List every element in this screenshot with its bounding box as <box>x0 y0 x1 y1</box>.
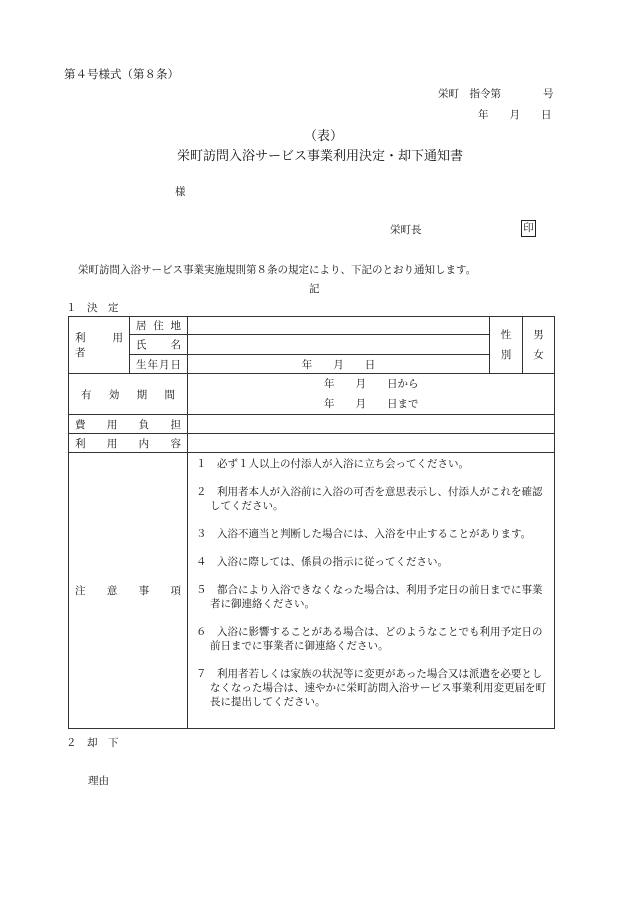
document-side-label: （表） <box>304 129 344 144</box>
reason-label: 理由 <box>88 775 109 787</box>
note-item: ２ 利用者本人が入浴前に入浴の可否を意思表示し、付添人がこれを確認してください。 <box>196 486 543 512</box>
row-notes <box>69 453 555 729</box>
sex-label: 性 別 <box>490 317 523 374</box>
content-field[interactable] <box>188 434 555 453</box>
row-dob <box>69 355 555 374</box>
addressee-honorific: 様 <box>175 186 186 198</box>
cost-field[interactable] <box>188 415 555 434</box>
row-address <box>69 317 555 335</box>
note-item: ３ 入浴不適当と判断した場合には、入浴を中止することがあります。 <box>196 528 532 540</box>
row-period <box>69 374 555 415</box>
section-decision-heading: １ 決 定 <box>66 302 119 314</box>
dob-label: 生年月日 <box>130 355 188 374</box>
dob-field[interactable]: 年 月 日 <box>188 355 490 374</box>
address-label: 居 住 地 <box>130 317 188 335</box>
intro-text: 栄町訪問入浴サービス事業実施規則第８条の規定により、下記のとおり通知します。 <box>78 264 477 276</box>
row-name <box>69 335 555 355</box>
row-content <box>69 434 555 453</box>
period-to: 年 月 日まで <box>324 398 419 410</box>
designation-number: 栄町 指令第 号 <box>438 88 554 100</box>
note-item: ７ 利用者若しくは家族の状況等に変更があった場合又は派遣を必要としなくなった場合は、速やかに栄町訪問入浴サービス事業利用変更届を町長に提出してください。 <box>196 668 546 708</box>
note-item: １ 必ず１人以上の付添人が入浴に立ち会ってください。 <box>196 458 469 470</box>
name-label: 氏 名 <box>130 335 188 355</box>
period-field[interactable] <box>188 374 555 415</box>
sex-options[interactable]: 男 女 <box>523 317 555 374</box>
seal-box: 印 <box>521 220 536 237</box>
note-item: ５ 都合により入浴できなくなった場合は、利用予定日の前日までに事業者に御連絡ください。 <box>196 584 543 610</box>
form-number: 第４号様式（第８条） <box>64 67 179 81</box>
user-label: 利 用 者 <box>69 317 130 374</box>
period-label: 有 効 期 間 <box>69 374 188 415</box>
address-field[interactable] <box>188 317 490 335</box>
period-from: 年 月 日から <box>324 378 419 390</box>
issuer-title: 栄町長 <box>390 224 422 236</box>
content-label: 利 用 内 容 <box>69 434 188 453</box>
document-title: 栄町訪問入浴サービス事業利用決定・却下通知書 <box>177 149 464 164</box>
note-item: ６ 入浴に影響することがある場合は、どのようなことでも利用予定日の前日までに事業者に御連絡ください。 <box>196 626 543 652</box>
cost-label: 費 用 負 担 <box>69 415 188 434</box>
ki-label: 記 <box>309 283 320 295</box>
row-cost <box>69 415 555 434</box>
notes-cell <box>188 453 555 729</box>
issue-date: 年 月 日 <box>478 109 552 121</box>
name-field[interactable] <box>188 335 490 355</box>
note-item: ４ 入浴に際しては、係員の指示に従ってください。 <box>196 556 448 568</box>
decision-table <box>68 316 555 729</box>
notes-label: 注 意 事 項 <box>69 453 188 729</box>
section-rejection-heading: ２ 却 下 <box>66 737 119 749</box>
